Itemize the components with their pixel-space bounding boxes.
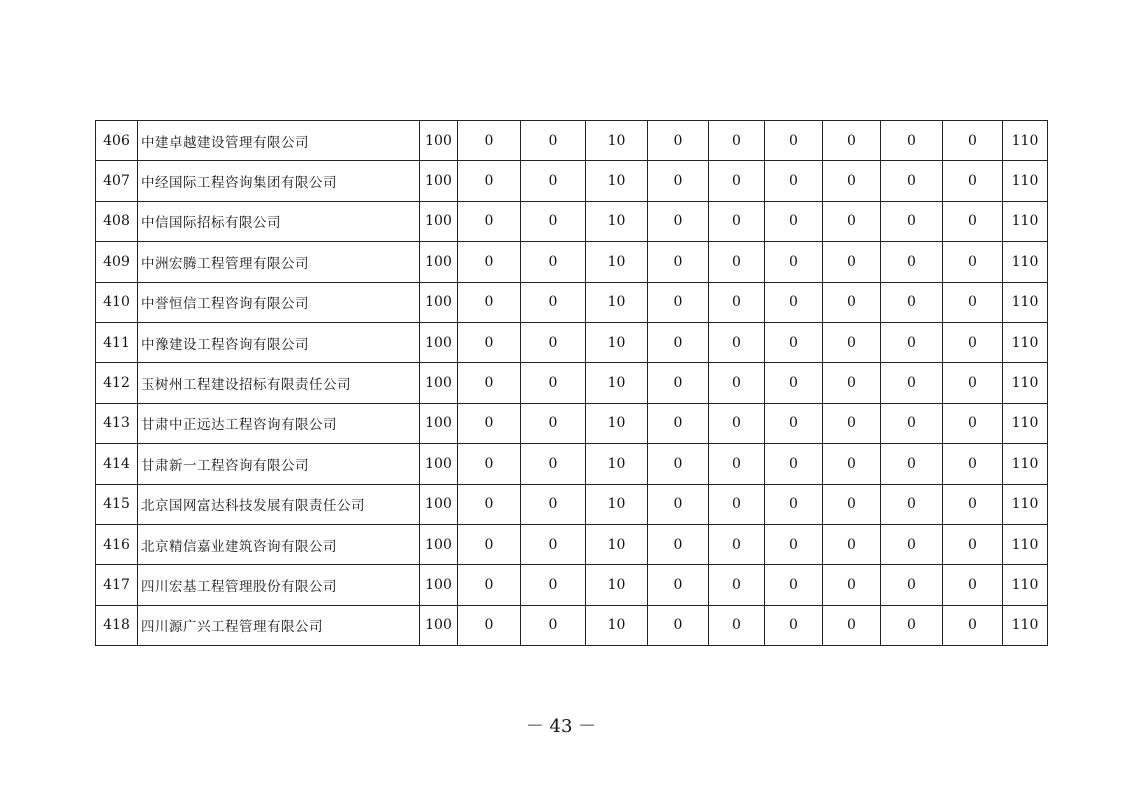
score-cell: 10 <box>586 282 648 322</box>
score-cell: 0 <box>648 201 709 241</box>
row-index-cell: 417 <box>96 565 138 605</box>
row-index-cell: 415 <box>96 484 138 524</box>
row-index-cell: 410 <box>96 282 138 322</box>
company-name-cell: 中洲宏腾工程管理有限公司 <box>138 242 420 282</box>
score-cell: 0 <box>823 282 881 322</box>
company-name-cell: 玉树州工程建设招标有限责任公司 <box>138 363 420 403</box>
score-cell: 0 <box>521 121 586 161</box>
score-cell: 0 <box>709 565 765 605</box>
score-cell: 100 <box>420 524 458 564</box>
score-cell: 0 <box>458 121 521 161</box>
score-cell: 0 <box>943 282 1003 322</box>
score-cell: 0 <box>709 524 765 564</box>
score-cell: 10 <box>586 565 648 605</box>
score-cell: 0 <box>458 403 521 443</box>
score-cell: 0 <box>943 524 1003 564</box>
score-cell: 0 <box>648 161 709 201</box>
score-cell: 0 <box>823 322 881 362</box>
company-name-cell: 中经国际工程咨询集团有限公司 <box>138 161 420 201</box>
score-cell: 0 <box>709 242 765 282</box>
score-cell: 0 <box>458 161 521 201</box>
score-cell: 0 <box>765 121 823 161</box>
score-cell: 0 <box>765 524 823 564</box>
company-name-cell: 甘肃新一工程咨询有限公司 <box>138 444 420 484</box>
company-name-cell: 中建卓越建设管理有限公司 <box>138 121 420 161</box>
score-cell: 110 <box>1003 403 1048 443</box>
score-table <box>95 120 1048 646</box>
score-cell: 0 <box>823 524 881 564</box>
score-cell: 0 <box>943 605 1003 645</box>
score-cell: 0 <box>881 363 943 403</box>
table-row <box>96 484 1048 524</box>
score-cell: 0 <box>648 242 709 282</box>
table-row <box>96 565 1048 605</box>
score-cell: 100 <box>420 121 458 161</box>
row-index-cell: 416 <box>96 524 138 564</box>
score-cell: 0 <box>709 282 765 322</box>
score-cell: 0 <box>709 484 765 524</box>
score-cell: 110 <box>1003 524 1048 564</box>
score-cell: 0 <box>943 565 1003 605</box>
score-cell: 0 <box>521 565 586 605</box>
score-cell: 0 <box>458 524 521 564</box>
score-cell: 0 <box>458 484 521 524</box>
score-cell: 0 <box>765 444 823 484</box>
score-cell: 0 <box>521 403 586 443</box>
score-cell: 100 <box>420 363 458 403</box>
score-cell: 110 <box>1003 484 1048 524</box>
score-cell: 0 <box>943 322 1003 362</box>
score-cell: 0 <box>881 605 943 645</box>
row-index-cell: 406 <box>96 121 138 161</box>
score-cell: 0 <box>823 484 881 524</box>
score-cell: 0 <box>521 363 586 403</box>
table-row <box>96 605 1048 645</box>
score-cell: 0 <box>458 444 521 484</box>
page-number: － 43 － <box>525 716 597 737</box>
row-index-cell: 413 <box>96 403 138 443</box>
score-cell: 110 <box>1003 242 1048 282</box>
score-cell: 0 <box>648 524 709 564</box>
score-cell: 0 <box>458 363 521 403</box>
score-cell: 0 <box>881 161 943 201</box>
score-cell: 0 <box>765 484 823 524</box>
score-cell: 0 <box>648 363 709 403</box>
score-cell: 0 <box>521 444 586 484</box>
score-cell: 0 <box>823 565 881 605</box>
table-row <box>96 524 1048 564</box>
score-cell: 0 <box>881 282 943 322</box>
score-cell: 0 <box>709 322 765 362</box>
score-cell: 0 <box>709 121 765 161</box>
row-index-cell: 412 <box>96 363 138 403</box>
score-cell: 0 <box>943 121 1003 161</box>
score-cell: 0 <box>881 242 943 282</box>
score-cell: 0 <box>823 363 881 403</box>
score-cell: 10 <box>586 161 648 201</box>
score-cell: 0 <box>521 322 586 362</box>
table-row <box>96 282 1048 322</box>
score-cell: 0 <box>765 605 823 645</box>
score-cell: 0 <box>881 444 943 484</box>
score-cell: 110 <box>1003 565 1048 605</box>
score-cell: 0 <box>943 161 1003 201</box>
table-row <box>96 242 1048 282</box>
score-cell: 0 <box>521 282 586 322</box>
score-cell: 0 <box>709 363 765 403</box>
table-row <box>96 322 1048 362</box>
score-cell: 0 <box>765 565 823 605</box>
score-cell: 0 <box>765 322 823 362</box>
score-cell: 0 <box>648 121 709 161</box>
score-cell: 0 <box>521 484 586 524</box>
score-cell: 10 <box>586 242 648 282</box>
score-cell: 110 <box>1003 363 1048 403</box>
score-cell: 0 <box>881 201 943 241</box>
score-cell: 0 <box>943 484 1003 524</box>
score-cell: 0 <box>823 121 881 161</box>
score-cell: 0 <box>943 242 1003 282</box>
score-cell: 0 <box>648 484 709 524</box>
score-cell: 0 <box>765 242 823 282</box>
score-cell: 100 <box>420 605 458 645</box>
score-cell: 100 <box>420 322 458 362</box>
score-cell: 0 <box>943 201 1003 241</box>
score-cell: 100 <box>420 201 458 241</box>
company-name-cell: 中信国际招标有限公司 <box>138 201 420 241</box>
score-cell: 10 <box>586 524 648 564</box>
score-cell: 0 <box>648 444 709 484</box>
company-name-cell: 中豫建设工程咨询有限公司 <box>138 322 420 362</box>
company-name-cell: 中誉恒信工程咨询有限公司 <box>138 282 420 322</box>
row-index-cell: 409 <box>96 242 138 282</box>
score-cell: 100 <box>420 242 458 282</box>
score-cell: 0 <box>709 444 765 484</box>
score-cell: 10 <box>586 121 648 161</box>
score-cell: 100 <box>420 403 458 443</box>
row-index-cell: 414 <box>96 444 138 484</box>
row-index-cell: 418 <box>96 605 138 645</box>
score-cell: 0 <box>521 605 586 645</box>
score-cell: 10 <box>586 363 648 403</box>
score-cell: 0 <box>823 605 881 645</box>
score-cell: 10 <box>586 322 648 362</box>
score-cell: 110 <box>1003 201 1048 241</box>
score-cell: 0 <box>881 524 943 564</box>
score-cell: 0 <box>823 161 881 201</box>
score-cell: 0 <box>458 242 521 282</box>
score-cell: 100 <box>420 444 458 484</box>
score-cell: 0 <box>823 444 881 484</box>
company-name-cell: 北京精信嘉业建筑咨询有限公司 <box>138 524 420 564</box>
score-cell: 0 <box>709 161 765 201</box>
score-cell: 110 <box>1003 444 1048 484</box>
table-row <box>96 161 1048 201</box>
table-row <box>96 121 1048 161</box>
company-name-cell: 北京国网富达科技发展有限责任公司 <box>138 484 420 524</box>
score-cell: 0 <box>521 242 586 282</box>
score-cell: 0 <box>881 403 943 443</box>
score-cell: 0 <box>521 161 586 201</box>
row-index-cell: 408 <box>96 201 138 241</box>
score-cell: 0 <box>648 605 709 645</box>
score-cell: 0 <box>823 403 881 443</box>
score-cell: 110 <box>1003 322 1048 362</box>
table-row <box>96 444 1048 484</box>
score-cell: 0 <box>648 282 709 322</box>
score-cell: 0 <box>709 201 765 241</box>
score-cell: 0 <box>881 322 943 362</box>
score-cell: 0 <box>458 282 521 322</box>
score-cell: 0 <box>943 363 1003 403</box>
score-cell: 10 <box>586 484 648 524</box>
score-cell: 0 <box>765 363 823 403</box>
row-index-cell: 407 <box>96 161 138 201</box>
score-cell: 100 <box>420 161 458 201</box>
score-cell: 0 <box>521 201 586 241</box>
score-cell: 0 <box>709 403 765 443</box>
score-cell: 100 <box>420 565 458 605</box>
score-cell: 0 <box>709 605 765 645</box>
score-cell: 100 <box>420 484 458 524</box>
score-cell: 0 <box>765 403 823 443</box>
score-cell: 0 <box>458 201 521 241</box>
score-cell: 10 <box>586 403 648 443</box>
score-cell: 0 <box>881 121 943 161</box>
score-cell: 10 <box>586 605 648 645</box>
table-body <box>96 121 1048 646</box>
score-cell: 0 <box>458 565 521 605</box>
score-cell: 0 <box>823 201 881 241</box>
table-row <box>96 363 1048 403</box>
table-row <box>96 201 1048 241</box>
score-cell: 0 <box>458 322 521 362</box>
row-index-cell: 411 <box>96 322 138 362</box>
score-cell: 0 <box>458 605 521 645</box>
score-cell: 0 <box>648 322 709 362</box>
score-cell: 0 <box>521 524 586 564</box>
score-cell: 0 <box>943 403 1003 443</box>
score-cell: 110 <box>1003 161 1048 201</box>
score-cell: 0 <box>823 242 881 282</box>
score-cell: 0 <box>881 484 943 524</box>
score-cell: 0 <box>765 201 823 241</box>
score-cell: 110 <box>1003 282 1048 322</box>
score-cell: 0 <box>648 403 709 443</box>
score-cell: 110 <box>1003 605 1048 645</box>
score-cell: 100 <box>420 282 458 322</box>
score-cell: 0 <box>648 565 709 605</box>
company-name-cell: 甘肃中正远达工程咨询有限公司 <box>138 403 420 443</box>
score-cell: 10 <box>586 201 648 241</box>
score-cell: 0 <box>765 161 823 201</box>
company-name-cell: 四川宏基工程管理股份有限公司 <box>138 565 420 605</box>
score-cell: 0 <box>881 565 943 605</box>
score-cell: 0 <box>943 444 1003 484</box>
table-row <box>96 403 1048 443</box>
score-cell: 110 <box>1003 121 1048 161</box>
score-cell: 0 <box>765 282 823 322</box>
score-cell: 10 <box>586 444 648 484</box>
company-name-cell: 四川源广兴工程管理有限公司 <box>138 605 420 645</box>
